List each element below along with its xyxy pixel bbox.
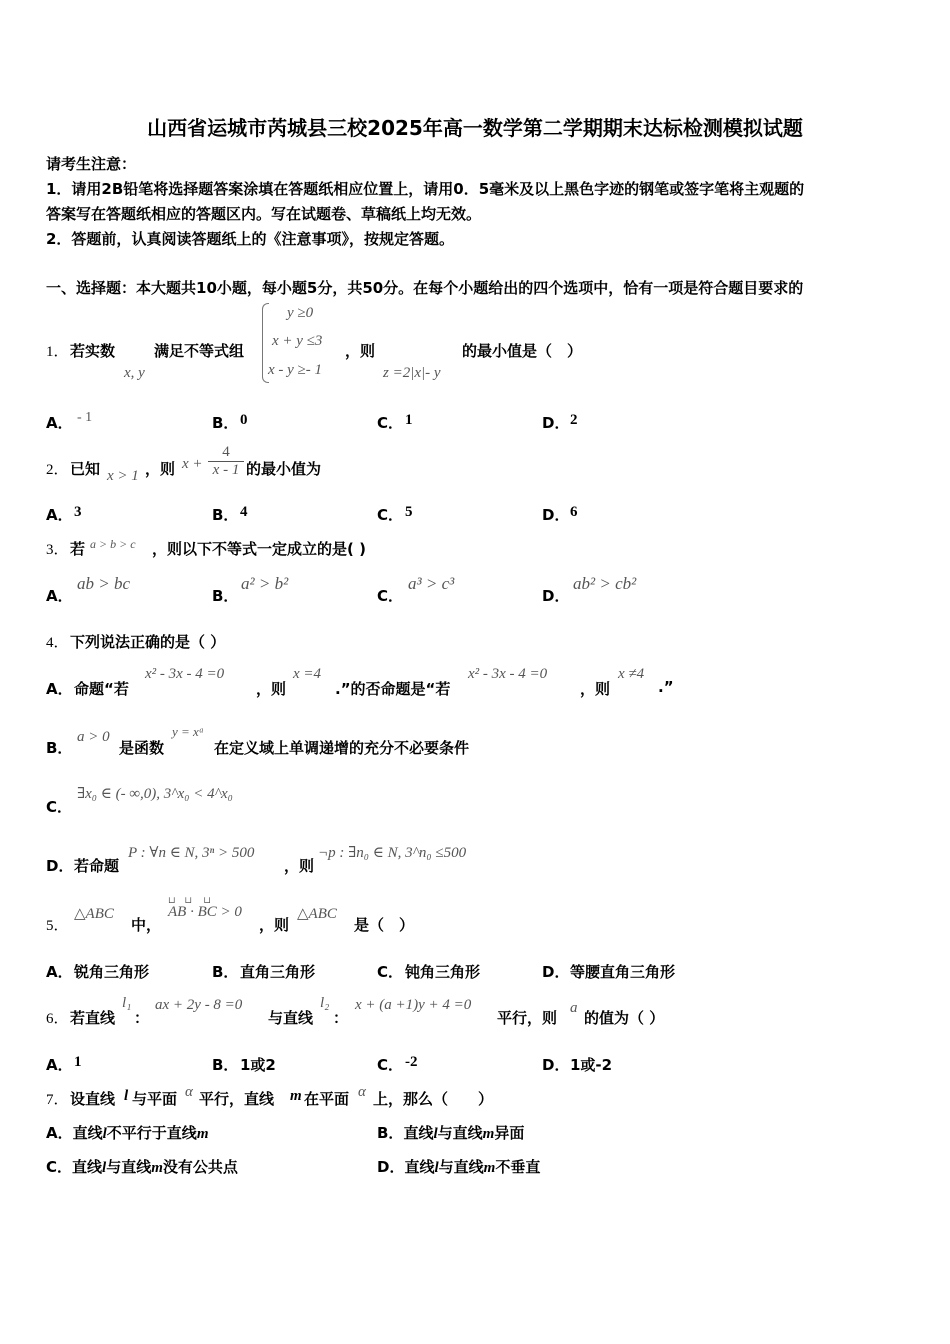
q1-option-b-value: 0	[240, 412, 248, 428]
q3-number: 3．	[46, 542, 69, 558]
q6-line-2-name: l₂	[320, 995, 330, 1011]
q5-option-b-value: 直角三角形	[240, 963, 316, 981]
q4-option-a-math-3: x² - 3x - 4 =0	[468, 666, 548, 682]
q3-condition: a > b > c	[90, 537, 136, 551]
q7-text-1: 设直线	[70, 1090, 116, 1108]
q2-option-a-value: 3	[74, 504, 82, 520]
q6-option-b-value: 1或2	[240, 1056, 276, 1074]
q5-math-2: AB · BC > 0	[168, 904, 242, 920]
q7-option-a-var-2: m	[196, 1126, 209, 1142]
notice-line-1: 1．请用2B铅笔将选择题答案涂填在答题纸相应位置上，请用0．5毫米及以上黑色字迹的钢笔或签字笔将主观题的	[46, 180, 805, 198]
q7-text-2: 与平面	[132, 1090, 178, 1108]
q5-option-a-value: 锐角三角形	[74, 963, 150, 981]
q1-vars: x, y	[124, 365, 145, 381]
q5-vector-arrows: ⊔ ⊔ ⊔	[168, 895, 211, 905]
q2-number: 2．	[46, 462, 69, 478]
q3-option-a-value: ab > bc	[77, 574, 131, 593]
q1-expression: z =2|x|- y	[383, 365, 441, 381]
q3-option-b-value: a² > b²	[241, 574, 289, 593]
q7-text-5: 上，那么（ ）	[373, 1090, 494, 1108]
q7-alpha-1: α	[185, 1084, 193, 1100]
q4-option-c-math: ∃x₀ ∈ (- ∞,0), 3^x₀ < 4^x₀	[77, 786, 233, 802]
q3-option-c-value: a³ > c³	[408, 574, 455, 593]
q3-option-d-label: D．	[542, 587, 570, 605]
q1-text-3: ，则	[345, 342, 376, 360]
q4-option-c-label: C．	[46, 798, 73, 816]
q7-text-3: 平行，直线	[199, 1090, 275, 1108]
q6-math-1: ax + 2y - 8 =0	[155, 997, 243, 1013]
q6-option-c-label: C．	[377, 1056, 404, 1074]
q1-option-a-label: A．	[46, 414, 73, 432]
q2-option-d-label: D．	[542, 506, 570, 524]
q1-option-d-value: 2	[570, 412, 578, 428]
q5-math-1: △ABC	[74, 906, 114, 922]
q7-option-c	[46, 1156, 238, 1177]
q5-text-2: ，则	[259, 916, 290, 934]
q7-number: 7．	[46, 1092, 69, 1108]
q4-option-d-label: D．	[46, 857, 74, 875]
q4-option-b-math-2: y = xᵃ	[172, 724, 204, 739]
q7-option-a	[46, 1122, 208, 1143]
q2-option-a-label: A．	[46, 506, 73, 524]
q2-option-b-value: 4	[240, 504, 248, 520]
q6-colon-1: ：	[134, 1009, 150, 1027]
q1-option-c-label: C．	[377, 414, 404, 432]
q1-option-c-value: 1	[405, 412, 413, 428]
q5-option-d-label: D．	[542, 963, 570, 981]
q7-option-a-label: A．	[46, 1124, 73, 1142]
q7-option-b-post: 异面	[494, 1124, 525, 1142]
q2-fraction-denominator: x - 1	[208, 461, 244, 479]
q7-option-c-var-1: l	[102, 1160, 107, 1176]
q4-option-d-math-1: P : ∀n ∈ N, 3ⁿ > 500	[128, 845, 255, 861]
q4-option-a-label: A．	[46, 680, 73, 698]
q6-option-a-label: A．	[46, 1056, 73, 1074]
q4-option-b-math-1: a > 0	[77, 729, 110, 745]
q1-number: 1．	[46, 344, 69, 360]
q7-text-4: 在平面	[304, 1090, 350, 1108]
q7-var-m: m	[290, 1088, 302, 1104]
q3-option-d-value: ab² > cb²	[573, 574, 637, 593]
q5-option-d-value: 等腰直角三角形	[570, 963, 676, 981]
q7-option-a-mid: 不平行于直线	[106, 1124, 197, 1142]
q4-option-a-text-1: 命题“若	[74, 680, 129, 698]
q7-option-b-mid: 与直线	[437, 1124, 483, 1142]
q7-option-d-post: 不垂直	[495, 1158, 541, 1176]
q1-system-line-2: x + y ≤3	[272, 333, 323, 349]
q4-option-a-text-5: .”	[658, 678, 674, 696]
q6-option-a-value: 1	[74, 1054, 82, 1070]
q7-option-d-pre: 直线	[404, 1158, 435, 1176]
q4-option-a-text-4: ，则	[580, 680, 611, 698]
q7-option-c-var-2: m	[151, 1160, 163, 1176]
q6-text-4: 的值为（ ）	[584, 1009, 665, 1027]
q6-option-d-label: D．	[542, 1056, 570, 1074]
notice-heading: 请考生注意：	[46, 155, 137, 173]
q6-option-c-value: -2	[405, 1054, 418, 1070]
q7-option-c-pre: 直线	[72, 1158, 103, 1176]
q2-option-d-value: 6	[570, 504, 578, 520]
q4-option-a-text-3: .”的否命题是“若	[335, 680, 451, 698]
q2-text-2: ，则	[145, 460, 176, 478]
q4-option-a-math-2: x =4	[293, 666, 322, 682]
q6-text-1: 若直线	[70, 1009, 116, 1027]
page-title: 山西省运城市芮城县三校2025年高一数学第二学期期末达标检测模拟试题	[147, 116, 803, 140]
q7-var-l: l	[124, 1088, 129, 1104]
q1-text-1: 若实数	[70, 342, 116, 360]
q4-option-b-text-2: 在定义域上单调递增的充分不必要条件	[214, 739, 470, 757]
q7-option-b-var-1: l	[433, 1126, 438, 1142]
q7-option-c-label: C．	[46, 1158, 73, 1176]
notice-line-1b: 答案写在答题纸相应的答题区内。写在试题卷、草稿纸上均无效。	[46, 205, 482, 223]
q2-option-c-value: 5	[405, 504, 413, 520]
q4-text: 下列说法正确的是（ ）	[70, 633, 226, 651]
q6-colon-2: ：	[333, 1009, 349, 1027]
q5-text-1: 中，	[131, 916, 162, 934]
q1-option-d-label: D．	[542, 414, 570, 432]
q4-option-d-math-2: ¬p : ∃n₀ ∈ N, 3^n₀ ≤500	[318, 845, 467, 861]
q2-option-c-label: C．	[377, 506, 404, 524]
q6-text-2: 与直线	[268, 1009, 314, 1027]
q7-option-d-mid: 与直线	[438, 1158, 484, 1176]
q2-text-1: 已知	[70, 460, 101, 478]
q7-option-d-label: D．	[377, 1158, 405, 1176]
q4-option-d-text-1: 若命题	[74, 857, 120, 875]
q2-option-b-label: B．	[212, 506, 239, 524]
q4-number: 4．	[46, 635, 69, 651]
q6-text-3: 平行，则	[497, 1009, 558, 1027]
q7-option-b-var-2: m	[482, 1126, 495, 1142]
q1-text-2: 满足不等式组	[154, 342, 245, 360]
q2-fraction-numerator: 4	[222, 444, 230, 460]
q4-option-b-label: B．	[46, 739, 73, 757]
q6-math-2: x + (a +1)y + 4 =0	[355, 997, 472, 1013]
q7-option-b-pre: 直线	[403, 1124, 434, 1142]
q7-option-c-post: 没有公共点	[162, 1158, 238, 1176]
q1-option-a-value: - 1	[77, 410, 93, 425]
section-heading: 一、选择题：本大题共10小题，每小题5分，共50分。在每个小题给出的四个选项中，恰有一项是符合题目要求的	[46, 279, 804, 297]
q2-text-3: 的最小值为	[246, 460, 322, 478]
q1-option-b-label: B．	[212, 414, 239, 432]
q3-option-a-label: A．	[46, 587, 73, 605]
q7-option-b	[377, 1122, 524, 1143]
q1-system-line-1: y ≥0	[287, 305, 314, 321]
q7-option-c-mid: 与直线	[106, 1158, 152, 1176]
q6-option-b-label: B．	[212, 1056, 239, 1074]
q7-option-a-var-1: l	[102, 1126, 107, 1142]
q7-option-a-pre: 直线	[72, 1124, 103, 1142]
q5-option-c-label: C．	[377, 963, 404, 981]
q6-math-3: a	[570, 1000, 578, 1016]
q2-fraction	[208, 444, 244, 479]
q5-number: 5．	[46, 918, 69, 934]
q6-line-1-name: l₁	[122, 995, 132, 1011]
q1-text-4: 的最小值是（ ）	[462, 342, 583, 360]
q5-option-c-value: 钝角三角形	[405, 963, 481, 981]
q5-text-3: 是（ ）	[354, 916, 415, 934]
q4-option-a-text-2: ，则	[256, 680, 287, 698]
q6-number: 6．	[46, 1011, 69, 1027]
q4-option-a-math-1: x² - 3x - 4 =0	[145, 666, 225, 682]
q1-system-line-3: x - y ≥- 1	[268, 362, 323, 378]
q4-option-a-math-4: x ≠4	[618, 666, 645, 682]
q3-option-c-label: C．	[377, 587, 404, 605]
q7-option-b-label: B．	[377, 1124, 404, 1142]
q4-option-b-text-1: 是函数	[119, 739, 165, 757]
q7-option-d-var-1: l	[434, 1160, 439, 1176]
q2-expression-lead: x +	[182, 456, 203, 472]
q7-option-d	[377, 1156, 540, 1177]
q6-option-d-value: 1或-2	[570, 1056, 613, 1074]
q7-alpha-2: α	[358, 1084, 366, 1100]
q7-option-d-var-2: m	[483, 1160, 496, 1176]
q5-option-a-label: A．	[46, 963, 73, 981]
q3-text-2: ，则以下不等式一定成立的是( )	[152, 540, 366, 558]
q5-option-b-label: B．	[212, 963, 239, 981]
q2-condition: x > 1	[107, 468, 139, 484]
q3-option-b-label: B．	[212, 587, 239, 605]
q5-math-3: △ABC	[297, 906, 337, 922]
q3-text-1: 若	[70, 540, 86, 558]
q4-option-d-text-2: ，则	[284, 857, 315, 875]
notice-line-2: 2．答题前，认真阅读答题纸上的《注意事项》，按规定答题。	[46, 230, 454, 248]
